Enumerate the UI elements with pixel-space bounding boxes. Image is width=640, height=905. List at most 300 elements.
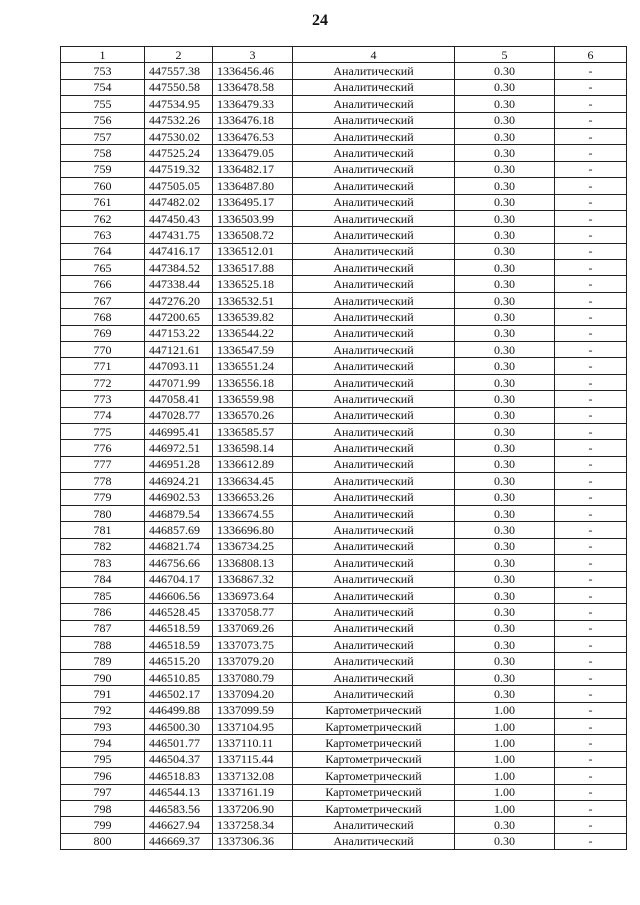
accuracy-cell: 0.30 <box>455 817 555 833</box>
table-row <box>61 423 627 439</box>
point-number-cell: 766 <box>61 276 145 292</box>
x-coordinate-cell: 446669.37 <box>145 833 213 849</box>
y-coordinate-cell: 1336456.46 <box>213 63 293 79</box>
point-number-cell: 794 <box>61 735 145 751</box>
accuracy-cell: 0.30 <box>455 522 555 538</box>
table-row <box>61 128 627 144</box>
y-coordinate-cell: 1336503.99 <box>213 210 293 226</box>
accuracy-cell: 0.30 <box>455 456 555 472</box>
note-cell: - <box>555 800 627 816</box>
accuracy-cell: 0.30 <box>455 440 555 456</box>
accuracy-cell: 0.30 <box>455 587 555 603</box>
table-row <box>61 522 627 538</box>
x-coordinate-cell: 446518.83 <box>145 768 213 784</box>
accuracy-cell: 0.30 <box>455 505 555 521</box>
y-coordinate-cell: 1336482.17 <box>213 161 293 177</box>
x-coordinate-cell: 446627.94 <box>145 817 213 833</box>
table-row <box>61 79 627 95</box>
accuracy-cell: 0.30 <box>455 325 555 341</box>
method-cell: Аналитический <box>293 653 455 669</box>
y-coordinate-cell: 1336479.05 <box>213 145 293 161</box>
x-coordinate-cell: 447505.05 <box>145 178 213 194</box>
y-coordinate-cell: 1336479.33 <box>213 96 293 112</box>
y-coordinate-cell: 1337104.95 <box>213 719 293 735</box>
table-row <box>61 342 627 358</box>
note-cell: - <box>555 489 627 505</box>
note-cell: - <box>555 194 627 210</box>
table-row <box>61 751 627 767</box>
accuracy-cell: 1.00 <box>455 719 555 735</box>
method-cell: Аналитический <box>293 342 455 358</box>
accuracy-cell: 0.30 <box>455 391 555 407</box>
y-coordinate-cell: 1336808.13 <box>213 555 293 571</box>
y-coordinate-cell: 1336525.18 <box>213 276 293 292</box>
method-cell: Аналитический <box>293 817 455 833</box>
point-number-cell: 765 <box>61 260 145 276</box>
point-number-cell: 791 <box>61 686 145 702</box>
method-cell: Картометрический <box>293 719 455 735</box>
method-cell: Картометрический <box>293 800 455 816</box>
table-row <box>61 620 627 636</box>
y-coordinate-cell: 1336674.55 <box>213 505 293 521</box>
accuracy-cell: 0.30 <box>455 473 555 489</box>
point-number-cell: 789 <box>61 653 145 669</box>
point-number-cell: 757 <box>61 128 145 144</box>
note-cell: - <box>555 768 627 784</box>
accuracy-cell: 0.30 <box>455 833 555 849</box>
x-coordinate-cell: 447534.95 <box>145 96 213 112</box>
y-coordinate-cell: 1336517.88 <box>213 260 293 276</box>
y-coordinate-cell: 1336973.64 <box>213 587 293 603</box>
y-coordinate-cell: 1336512.01 <box>213 243 293 259</box>
table-row <box>61 145 627 161</box>
note-cell: - <box>555 620 627 636</box>
y-coordinate-cell: 1337058.77 <box>213 604 293 620</box>
page-number: 24 <box>312 12 328 29</box>
accuracy-cell: 1.00 <box>455 768 555 784</box>
method-cell: Аналитический <box>293 161 455 177</box>
note-cell: - <box>555 669 627 685</box>
point-number-cell: 797 <box>61 784 145 800</box>
point-number-cell: 779 <box>61 489 145 505</box>
x-coordinate-cell: 446995.41 <box>145 423 213 439</box>
method-cell: Картометрический <box>293 735 455 751</box>
y-coordinate-cell: 1337206.90 <box>213 800 293 816</box>
x-coordinate-cell: 447384.52 <box>145 260 213 276</box>
accuracy-cell: 0.30 <box>455 210 555 226</box>
note-cell: - <box>555 112 627 128</box>
table-row <box>61 505 627 521</box>
note-cell: - <box>555 63 627 79</box>
accuracy-cell: 1.00 <box>455 735 555 751</box>
method-cell: Аналитический <box>293 686 455 702</box>
method-cell: Аналитический <box>293 292 455 308</box>
accuracy-cell: 0.30 <box>455 555 555 571</box>
y-coordinate-cell: 1337258.34 <box>213 817 293 833</box>
method-cell: Аналитический <box>293 522 455 538</box>
accuracy-cell: 0.30 <box>455 178 555 194</box>
method-cell: Аналитический <box>293 358 455 374</box>
table-row <box>61 210 627 226</box>
x-coordinate-cell: 446518.59 <box>145 620 213 636</box>
note-cell: - <box>555 292 627 308</box>
note-cell: - <box>555 571 627 587</box>
y-coordinate-cell: 1336867.32 <box>213 571 293 587</box>
accuracy-cell: 0.30 <box>455 686 555 702</box>
table-row <box>61 374 627 390</box>
note-cell: - <box>555 702 627 718</box>
point-number-cell: 786 <box>61 604 145 620</box>
accuracy-cell: 1.00 <box>455 800 555 816</box>
table-row <box>61 800 627 816</box>
y-coordinate-cell: 1337094.20 <box>213 686 293 702</box>
accuracy-cell: 0.30 <box>455 161 555 177</box>
x-coordinate-cell: 446500.30 <box>145 719 213 735</box>
x-coordinate-cell: 447058.41 <box>145 391 213 407</box>
point-number-cell: 781 <box>61 522 145 538</box>
y-coordinate-cell: 1336734.25 <box>213 538 293 554</box>
note-cell: - <box>555 423 627 439</box>
accuracy-cell: 1.00 <box>455 751 555 767</box>
y-coordinate-cell: 1336570.26 <box>213 407 293 423</box>
y-coordinate-cell: 1336547.59 <box>213 342 293 358</box>
y-coordinate-cell: 1336476.53 <box>213 128 293 144</box>
table-row <box>61 735 627 751</box>
table-row <box>61 538 627 554</box>
note-cell: - <box>555 243 627 259</box>
method-cell: Аналитический <box>293 79 455 95</box>
table-row <box>61 833 627 849</box>
point-number-cell: 770 <box>61 342 145 358</box>
header-cell: 1 <box>61 47 145 63</box>
y-coordinate-cell: 1337132.08 <box>213 768 293 784</box>
accuracy-cell: 0.30 <box>455 637 555 653</box>
y-coordinate-cell: 1336634.45 <box>213 473 293 489</box>
method-cell: Аналитический <box>293 833 455 849</box>
point-number-cell: 780 <box>61 505 145 521</box>
point-number-cell: 759 <box>61 161 145 177</box>
y-coordinate-cell: 1336653.26 <box>213 489 293 505</box>
note-cell: - <box>555 751 627 767</box>
accuracy-cell: 0.30 <box>455 260 555 276</box>
method-cell: Аналитический <box>293 227 455 243</box>
x-coordinate-cell: 446924.21 <box>145 473 213 489</box>
x-coordinate-cell: 446821.74 <box>145 538 213 554</box>
accuracy-cell: 0.30 <box>455 489 555 505</box>
x-coordinate-cell: 447450.43 <box>145 210 213 226</box>
point-number-cell: 800 <box>61 833 145 849</box>
table-row <box>61 227 627 243</box>
y-coordinate-cell: 1336559.98 <box>213 391 293 407</box>
x-coordinate-cell: 447200.65 <box>145 309 213 325</box>
x-coordinate-cell: 447338.44 <box>145 276 213 292</box>
table-row <box>61 161 627 177</box>
accuracy-cell: 0.30 <box>455 669 555 685</box>
y-coordinate-cell: 1336612.89 <box>213 456 293 472</box>
accuracy-cell: 0.30 <box>455 309 555 325</box>
header-cell: 3 <box>213 47 293 63</box>
header-cell: 2 <box>145 47 213 63</box>
point-number-cell: 785 <box>61 587 145 603</box>
y-coordinate-cell: 1337073.75 <box>213 637 293 653</box>
y-coordinate-cell: 1336585.57 <box>213 423 293 439</box>
method-cell: Аналитический <box>293 276 455 292</box>
note-cell: - <box>555 587 627 603</box>
accuracy-cell: 0.30 <box>455 145 555 161</box>
point-number-cell: 790 <box>61 669 145 685</box>
method-cell: Картометрический <box>293 784 455 800</box>
y-coordinate-cell: 1336495.17 <box>213 194 293 210</box>
method-cell: Аналитический <box>293 391 455 407</box>
note-cell: - <box>555 325 627 341</box>
point-number-cell: 769 <box>61 325 145 341</box>
x-coordinate-cell: 447153.22 <box>145 325 213 341</box>
note-cell: - <box>555 505 627 521</box>
table-row <box>61 63 627 79</box>
x-coordinate-cell: 447550.58 <box>145 79 213 95</box>
point-number-cell: 762 <box>61 210 145 226</box>
header-row <box>61 47 627 63</box>
y-coordinate-cell: 1337161.19 <box>213 784 293 800</box>
table-row <box>61 473 627 489</box>
y-coordinate-cell: 1336487.80 <box>213 178 293 194</box>
accuracy-cell: 0.30 <box>455 63 555 79</box>
note-cell: - <box>555 374 627 390</box>
y-coordinate-cell: 1336696.80 <box>213 522 293 538</box>
accuracy-cell: 0.30 <box>455 653 555 669</box>
x-coordinate-cell: 447276.20 <box>145 292 213 308</box>
point-number-cell: 754 <box>61 79 145 95</box>
table-row <box>61 686 627 702</box>
x-coordinate-cell: 446528.45 <box>145 604 213 620</box>
method-cell: Аналитический <box>293 63 455 79</box>
table-row <box>61 96 627 112</box>
point-number-cell: 774 <box>61 407 145 423</box>
table-row <box>61 587 627 603</box>
y-coordinate-cell: 1336598.14 <box>213 440 293 456</box>
x-coordinate-cell: 447519.32 <box>145 161 213 177</box>
x-coordinate-cell: 446504.37 <box>145 751 213 767</box>
point-number-cell: 798 <box>61 800 145 816</box>
accuracy-cell: 1.00 <box>455 784 555 800</box>
table-row <box>61 309 627 325</box>
point-number-cell: 776 <box>61 440 145 456</box>
accuracy-cell: 0.30 <box>455 538 555 554</box>
point-number-cell: 788 <box>61 637 145 653</box>
y-coordinate-cell: 1337079.20 <box>213 653 293 669</box>
y-coordinate-cell: 1337110.11 <box>213 735 293 751</box>
x-coordinate-cell: 446510.85 <box>145 669 213 685</box>
method-cell: Аналитический <box>293 96 455 112</box>
accuracy-cell: 0.30 <box>455 79 555 95</box>
x-coordinate-cell: 447431.75 <box>145 227 213 243</box>
accuracy-cell: 0.30 <box>455 620 555 636</box>
method-cell: Аналитический <box>293 243 455 259</box>
x-coordinate-cell: 446518.59 <box>145 637 213 653</box>
y-coordinate-cell: 1337099.59 <box>213 702 293 718</box>
table-row <box>61 784 627 800</box>
method-cell: Аналитический <box>293 145 455 161</box>
method-cell: Аналитический <box>293 587 455 603</box>
accuracy-cell: 0.30 <box>455 374 555 390</box>
point-number-cell: 799 <box>61 817 145 833</box>
accuracy-cell: 0.30 <box>455 342 555 358</box>
method-cell: Аналитический <box>293 555 455 571</box>
point-number-cell: 768 <box>61 309 145 325</box>
method-cell: Аналитический <box>293 423 455 439</box>
table-row <box>61 456 627 472</box>
x-coordinate-cell: 446501.77 <box>145 735 213 751</box>
note-cell: - <box>555 817 627 833</box>
accuracy-cell: 0.30 <box>455 571 555 587</box>
point-number-cell: 783 <box>61 555 145 571</box>
note-cell: - <box>555 407 627 423</box>
accuracy-cell: 0.30 <box>455 292 555 308</box>
table-header <box>61 47 627 63</box>
table-row <box>61 571 627 587</box>
table-row <box>61 407 627 423</box>
note-cell: - <box>555 227 627 243</box>
accuracy-cell: 0.30 <box>455 128 555 144</box>
x-coordinate-cell: 446544.13 <box>145 784 213 800</box>
note-cell: - <box>555 161 627 177</box>
accuracy-cell: 0.30 <box>455 243 555 259</box>
table-row <box>61 243 627 259</box>
table-row <box>61 440 627 456</box>
table-row <box>61 489 627 505</box>
x-coordinate-cell: 446902.53 <box>145 489 213 505</box>
note-cell: - <box>555 653 627 669</box>
table-row <box>61 292 627 308</box>
note-cell: - <box>555 96 627 112</box>
point-number-cell: 777 <box>61 456 145 472</box>
header-cell: 5 <box>455 47 555 63</box>
accuracy-cell: 0.30 <box>455 227 555 243</box>
method-cell: Аналитический <box>293 309 455 325</box>
x-coordinate-cell: 446515.20 <box>145 653 213 669</box>
method-cell: Аналитический <box>293 538 455 554</box>
x-coordinate-cell: 447416.17 <box>145 243 213 259</box>
x-coordinate-cell: 446704.17 <box>145 571 213 587</box>
note-cell: - <box>555 210 627 226</box>
method-cell: Аналитический <box>293 473 455 489</box>
x-coordinate-cell: 446756.66 <box>145 555 213 571</box>
method-cell: Аналитический <box>293 637 455 653</box>
accuracy-cell: 0.30 <box>455 112 555 128</box>
header-cell: 6 <box>555 47 627 63</box>
table-body <box>61 63 627 850</box>
table-row <box>61 358 627 374</box>
method-cell: Аналитический <box>293 456 455 472</box>
x-coordinate-cell: 447121.61 <box>145 342 213 358</box>
y-coordinate-cell: 1337069.26 <box>213 620 293 636</box>
method-cell: Аналитический <box>293 571 455 587</box>
note-cell: - <box>555 784 627 800</box>
y-coordinate-cell: 1337306.36 <box>213 833 293 849</box>
method-cell: Аналитический <box>293 669 455 685</box>
point-number-cell: 787 <box>61 620 145 636</box>
accuracy-cell: 0.30 <box>455 358 555 374</box>
method-cell: Аналитический <box>293 489 455 505</box>
header-cell: 4 <box>293 47 455 63</box>
method-cell: Аналитический <box>293 325 455 341</box>
method-cell: Аналитический <box>293 374 455 390</box>
y-coordinate-cell: 1336539.82 <box>213 309 293 325</box>
x-coordinate-cell: 446879.54 <box>145 505 213 521</box>
table-row <box>61 194 627 210</box>
point-number-cell: 753 <box>61 63 145 79</box>
note-cell: - <box>555 342 627 358</box>
x-coordinate-cell: 446972.51 <box>145 440 213 456</box>
x-coordinate-cell: 446951.28 <box>145 456 213 472</box>
x-coordinate-cell: 447557.38 <box>145 63 213 79</box>
point-number-cell: 775 <box>61 423 145 439</box>
note-cell: - <box>555 178 627 194</box>
table-row <box>61 260 627 276</box>
method-cell: Аналитический <box>293 604 455 620</box>
x-coordinate-cell: 447028.77 <box>145 407 213 423</box>
point-number-cell: 758 <box>61 145 145 161</box>
note-cell: - <box>555 735 627 751</box>
y-coordinate-cell: 1336544.22 <box>213 325 293 341</box>
note-cell: - <box>555 260 627 276</box>
point-number-cell: 772 <box>61 374 145 390</box>
point-number-cell: 796 <box>61 768 145 784</box>
point-number-cell: 784 <box>61 571 145 587</box>
y-coordinate-cell: 1336476.18 <box>213 112 293 128</box>
table-row <box>61 637 627 653</box>
method-cell: Картометрический <box>293 702 455 718</box>
x-coordinate-cell: 447532.26 <box>145 112 213 128</box>
table-row <box>61 391 627 407</box>
note-cell: - <box>555 145 627 161</box>
y-coordinate-cell: 1336532.51 <box>213 292 293 308</box>
y-coordinate-cell: 1336508.72 <box>213 227 293 243</box>
table-row <box>61 653 627 669</box>
note-cell: - <box>555 79 627 95</box>
method-cell: Аналитический <box>293 112 455 128</box>
method-cell: Аналитический <box>293 194 455 210</box>
point-number-cell: 778 <box>61 473 145 489</box>
method-cell: Картометрический <box>293 751 455 767</box>
method-cell: Аналитический <box>293 210 455 226</box>
note-cell: - <box>555 358 627 374</box>
y-coordinate-cell: 1336478.58 <box>213 79 293 95</box>
table-row <box>61 817 627 833</box>
y-coordinate-cell: 1337080.79 <box>213 669 293 685</box>
table-row <box>61 702 627 718</box>
note-cell: - <box>555 538 627 554</box>
point-number-cell: 795 <box>61 751 145 767</box>
table-row <box>61 276 627 292</box>
y-coordinate-cell: 1337115.44 <box>213 751 293 767</box>
x-coordinate-cell: 446499.88 <box>145 702 213 718</box>
point-number-cell: 767 <box>61 292 145 308</box>
note-cell: - <box>555 391 627 407</box>
note-cell: - <box>555 555 627 571</box>
point-number-cell: 755 <box>61 96 145 112</box>
coordinates-table <box>60 46 627 850</box>
method-cell: Аналитический <box>293 620 455 636</box>
note-cell: - <box>555 128 627 144</box>
accuracy-cell: 0.30 <box>455 423 555 439</box>
accuracy-cell: 0.30 <box>455 96 555 112</box>
note-cell: - <box>555 833 627 849</box>
accuracy-cell: 0.30 <box>455 194 555 210</box>
point-number-cell: 764 <box>61 243 145 259</box>
point-number-cell: 760 <box>61 178 145 194</box>
table-row <box>61 719 627 735</box>
